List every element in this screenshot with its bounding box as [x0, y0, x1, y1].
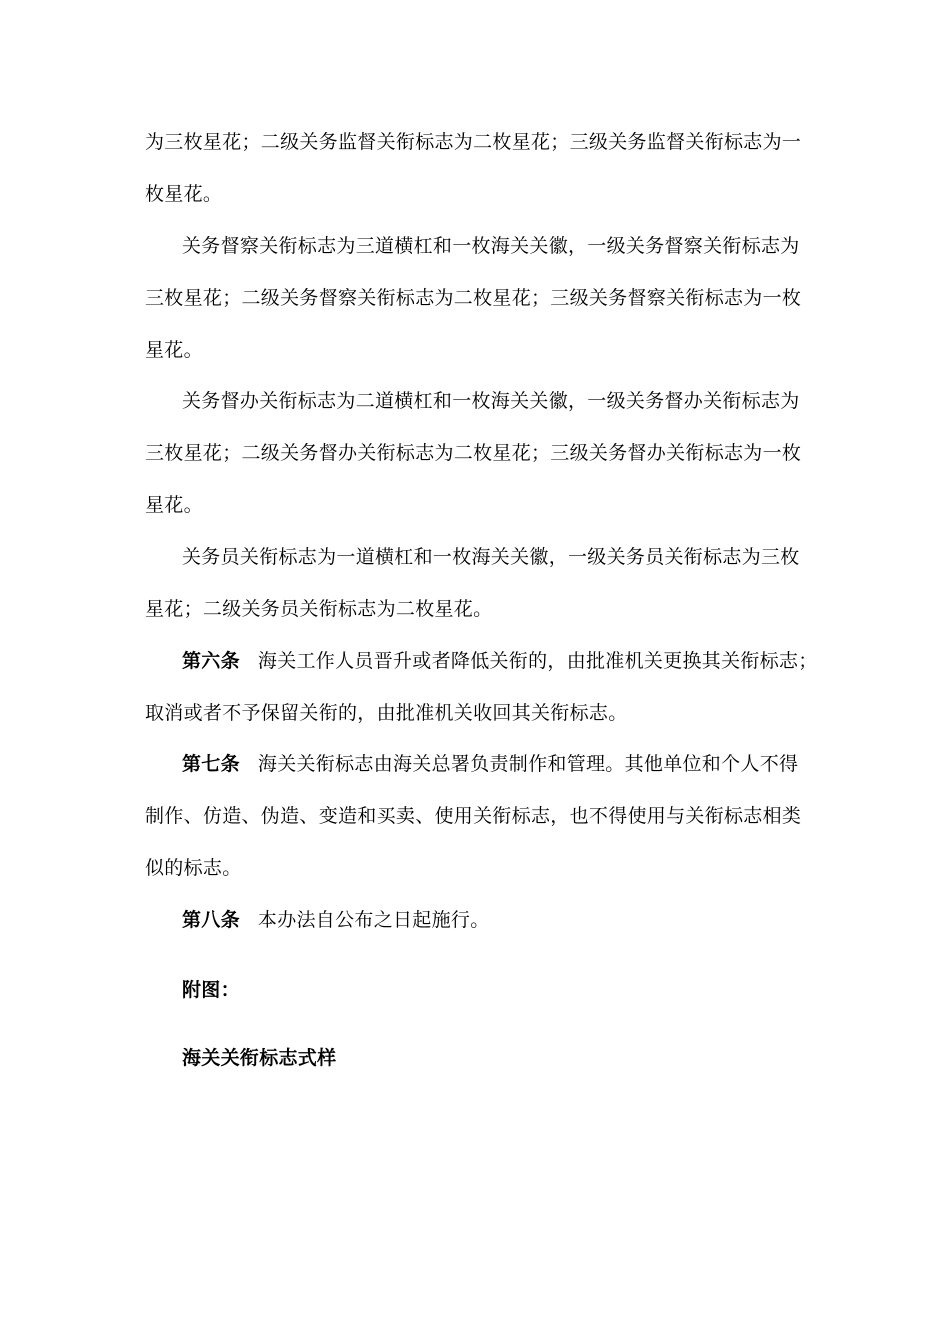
- paragraph-line: 星花。: [145, 339, 203, 361]
- article-8-line: [182, 907, 490, 933]
- paragraph-line: 三枚星花；二级关务督察关衔标志为二枚星花；三级关务督察关衔标志为一枚: [145, 287, 802, 309]
- paragraph-line: 关务督办关衔标志为二道横杠和一枚海关关徽，一级关务督办关衔标志为: [182, 390, 800, 412]
- paragraph-line: 关务员关衔标志为一道横杠和一枚海关关徽，一级关务员关衔标志为三枚: [182, 546, 800, 568]
- paragraph-line: 三枚星花；二级关务督办关衔标志为二枚星花；三级关务督办关衔标志为一枚: [145, 442, 802, 464]
- article-7-heading: 第七条: [182, 753, 240, 775]
- article-6-line: 取消或者不予保留关衔的，由批准机关收回其关衔标志。: [145, 702, 628, 724]
- article-7-text: 海关关衔标志由海关总署负责制作和管理。其他单位和个人不得: [257, 753, 799, 775]
- paragraph-line: 星花；二级关务员关衔标志为二枚星花。: [145, 598, 493, 620]
- paragraph-line: 枚星花。: [145, 183, 223, 205]
- article-6-heading: 第六条: [182, 650, 240, 672]
- article-6-text: 海关工作人员晋升或者降低关衔的，由批准机关更换其关衔标志；: [257, 650, 818, 672]
- paragraph-line: 星花。: [145, 494, 203, 516]
- article-7-line: 制作、仿造、伪造、变造和买卖、使用关衔标志，也不得使用与关衔标志相类: [145, 805, 802, 827]
- article-6-line: [182, 648, 818, 674]
- paragraph-line: 关务督察关衔标志为三道横杠和一枚海关关徽，一级关务督察关衔标志为: [182, 235, 800, 257]
- appendix-label: 附图：: [182, 979, 240, 1001]
- appendix-title: 海关关衔标志式样: [182, 1047, 337, 1069]
- article-8-heading: 第八条: [182, 909, 240, 931]
- paragraph-line: 为三枚星花；二级关务监督关衔标志为二枚星花；三级关务监督关衔标志为一: [145, 131, 802, 153]
- article-7-line: 似的标志。: [145, 857, 242, 879]
- article-8-text: 本办法自公布之日起施行。: [257, 909, 490, 931]
- article-7-line: [182, 751, 798, 777]
